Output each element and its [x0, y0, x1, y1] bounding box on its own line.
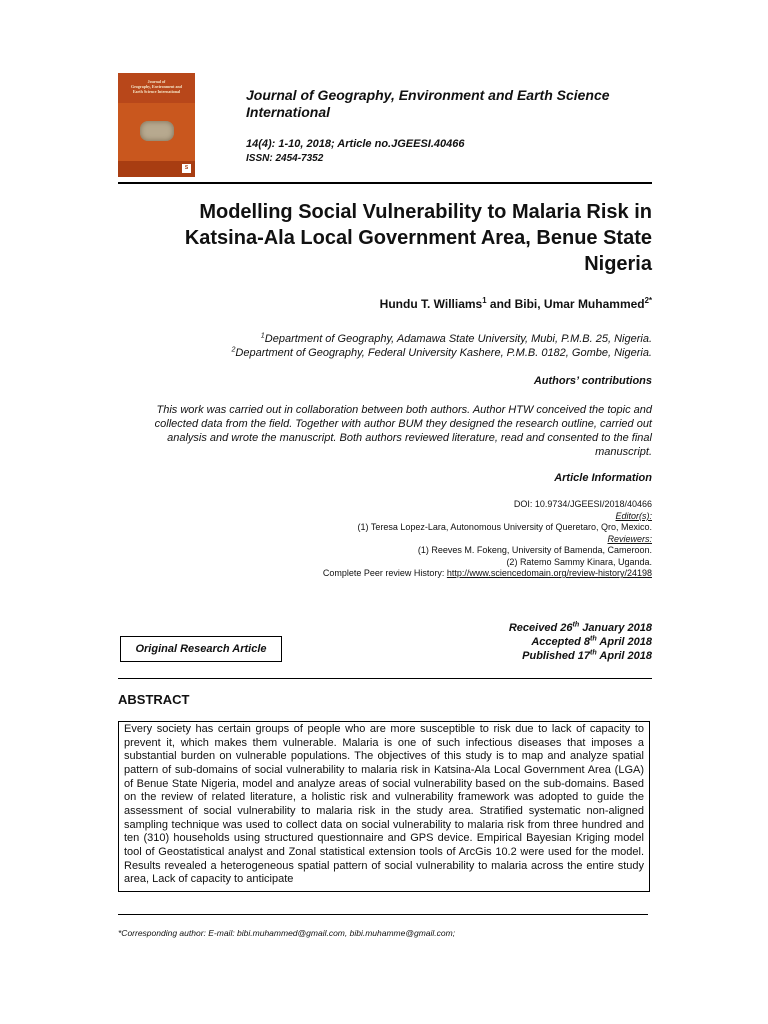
- reviewers-label: Reviewers:: [607, 534, 652, 544]
- cover-line: Geography, Environment and: [131, 84, 182, 89]
- date-ordinal: th: [590, 648, 597, 657]
- author-affil-mark: 1: [482, 296, 487, 305]
- cover-line: Journal of: [147, 79, 166, 84]
- affil-text: Department of Geography, Adamawa State University, Mubi, P.M.B. 25, Nigeria.: [264, 333, 652, 345]
- reviewer-entry: (1) Reeves M. Fokeng, University of Bamenda, Cameroon.: [417, 545, 652, 555]
- title-line: Nigeria: [584, 253, 652, 275]
- contributions-heading: Authors’ contributions: [533, 375, 652, 387]
- footnote-rule: [118, 914, 648, 915]
- journal-cover-image: [118, 73, 195, 177]
- article-info-heading: Article Information: [554, 472, 652, 484]
- abstract-text: Every society has certain groups of people who are more susceptible to risk due to lack of capacity to prevent it, which makes them vulnerable. Malaria is one of such infectious diseases that imposes a substantial burden on vulnerable populations. The objectives of this study is to map and analyze spatial pattern of sub-domains of social vulnerability to malaria risk in Katsina-Ala Local Government Area (LGA) of Benue State Nigeria, model and analyze areas of social vulnerability based on the sub-domains. Based on the review of related literature, a holistic risk and vulnerability framework was adopted to guide the assessment of social vulnerability to malaria risk in the study area. Stratified systematic non-aligned sampling technique was used to collect data on social vulnerability to malaria risk from three hundred and ten (310) households using structured questionnaire and GPS device. Empirical Bayesian Kriging model tool of Geostatistical analyst and Zonal statistical extension tools of ArcGis 10.2 were used for the model. Results revealed a heterogeneous spatial pattern of social vulnerability to malaria across the entire study area, Lack of capacity to anticipate: [124, 723, 644, 886]
- author-name: Bibi, Umar Muhammed: [514, 297, 645, 311]
- cover-line: Earth Science International: [132, 89, 181, 94]
- affiliation-2: [118, 346, 652, 360]
- date-ordinal: th: [572, 620, 580, 629]
- journal-title: Journal of Geography, Environment and Earth Science International: [246, 87, 610, 120]
- author-affil-mark: 2*: [644, 296, 652, 305]
- affil-text: Department of Geography, Federal University Kashere, P.M.B. 0182, Gombe, Nigeria.: [235, 347, 652, 359]
- author-name: Hundu T. Williams: [379, 297, 483, 311]
- article-doi: DOI: 10.9734/JGEESI/2018/40466: [513, 499, 652, 509]
- title-line: Modelling Social Vulnerability to Malaria Risk in: [199, 201, 652, 223]
- publication-dates: [400, 621, 652, 663]
- editors-label: Editor(s):: [615, 511, 652, 521]
- affil-mark: 1: [260, 331, 265, 340]
- journal-citation: 14(4): 1-10, 2018; Article no.JGEESI.40466: [246, 138, 465, 150]
- contributions-text: This work was carried out in collaboration between both authors. Author HTW conceived the topic and collected data from the field. Together with author BUM they designed the research outline, carried out analysis and wrote the manuscript. Both authors reviewed literature, read and consented to the final manuscript.: [154, 404, 652, 458]
- review-history-label: Complete Peer review History:: [322, 568, 447, 578]
- received-date: [400, 621, 652, 635]
- reviewer-entry: (2) Ratemo Sammy Kinara, Uganda.: [506, 557, 652, 567]
- date-text: Published 17: [522, 650, 591, 662]
- date-text: Received 26: [508, 622, 573, 634]
- date-text: April 2018: [596, 636, 652, 648]
- date-text: Accepted 8: [531, 636, 591, 648]
- date-text: January 2018: [579, 622, 652, 634]
- review-history: [118, 568, 652, 580]
- header-rule: [118, 182, 652, 184]
- date-ordinal: th: [590, 634, 597, 643]
- cover-title: [122, 79, 191, 94]
- author-list: [118, 297, 652, 311]
- journal-issn: ISSN: 2454-7352: [246, 153, 324, 164]
- author-conjunction: and: [486, 297, 515, 311]
- abstract-top-rule: [118, 678, 652, 679]
- accepted-date: [400, 635, 652, 649]
- article-type-badge: Original Research Article: [120, 636, 282, 662]
- date-text: April 2018: [596, 650, 652, 662]
- affil-mark: 2: [231, 345, 236, 354]
- article-title: [118, 199, 652, 277]
- abstract-heading: ABSTRACT: [118, 692, 190, 707]
- publisher-logo-icon: S: [182, 164, 191, 173]
- corresponding-author-footnote: *Corresponding author: E-mail: bibi.muhammed@gmail.com, bibi.muhamme@gmail.com;: [118, 928, 456, 938]
- published-date: [400, 649, 652, 663]
- review-history-link[interactable]: http://www.sciencedomain.org/review-history/24198: [446, 568, 652, 578]
- cover-rock-image: [140, 121, 174, 141]
- affiliation-1: [118, 332, 652, 346]
- title-line: Katsina-Ala Local Government Area, Benue State: [184, 227, 652, 249]
- abstract-box: [118, 721, 650, 892]
- editor-entry: (1) Teresa Lopez-Lara, Autonomous University of Queretaro, Qro, Mexico.: [357, 522, 652, 532]
